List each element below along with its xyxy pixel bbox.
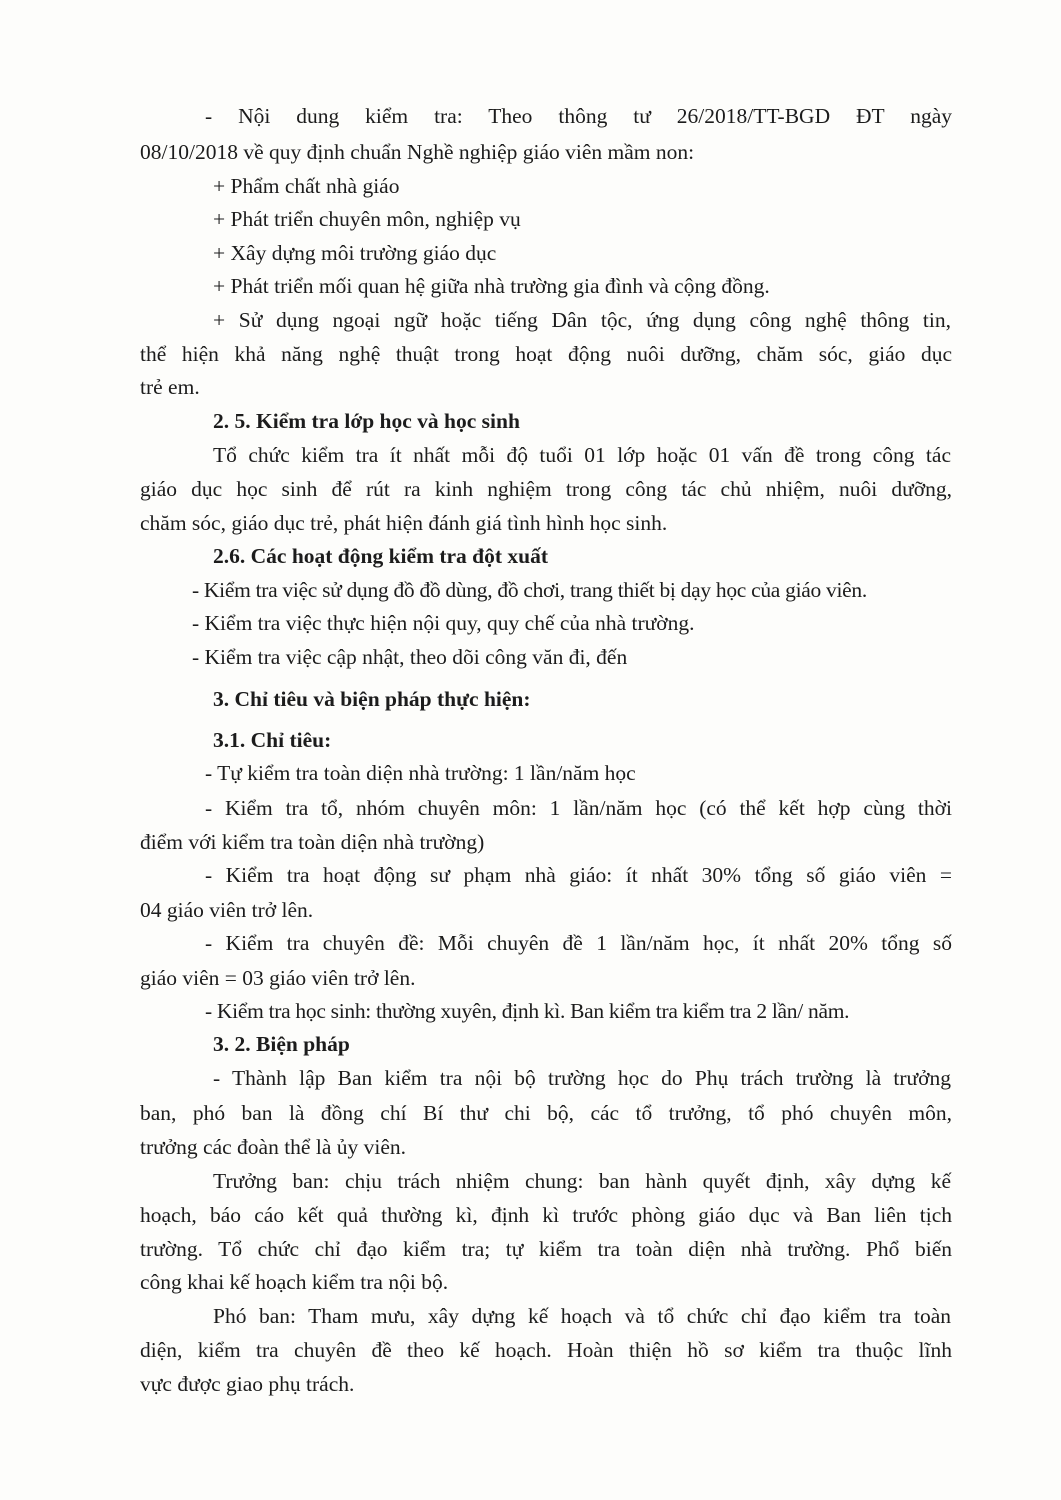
- text-line: + Phát triển mối quan hệ giữa nhà trường gia đình và cộng đồng.: [213, 274, 770, 298]
- text-line: + Phẩm chất nhà giáo: [213, 174, 400, 198]
- text-line: 04 giáo viên trở lên.: [140, 898, 314, 922]
- text-line: vực được giao phụ trách.: [140, 1372, 355, 1396]
- text-line: - Kiểm tra hoạt động sư phạm nhà giáo: ít nhất 30% tổng số giáo viên =: [205, 863, 952, 887]
- text-line: - Kiểm tra học sinh: thường xuyên, định kì. Ban kiểm tra kiểm tra 2 lần/ năm.: [205, 999, 850, 1023]
- text-line: diện, kiểm tra chuyên đề theo kế hoạch. Hoàn thiện hồ sơ kiểm tra thuộc lĩnh: [140, 1338, 952, 1362]
- text-line: trưởng các đoàn thể là ủy viên.: [140, 1135, 406, 1159]
- text-line: ban, phó ban là đồng chí Bí thư chi bộ, các tổ trưởng, tổ phó chuyên môn,: [140, 1101, 952, 1125]
- text-line: + Phát triển chuyên môn, nghiệp vụ: [213, 207, 521, 231]
- text-line: trẻ em.: [140, 375, 200, 399]
- text-line: - Kiểm tra tổ, nhóm chuyên môn: 1 lần/năm học (có thể kết hợp cùng thời: [205, 796, 952, 820]
- section-heading: 3. Chỉ tiêu và biện pháp thực hiện:: [213, 687, 531, 711]
- text-line: - Kiểm tra việc sử dụng đồ đồ dùng, đồ chơi, trang thiết bị dạy học của giáo viên.: [192, 578, 867, 602]
- text-line: - Kiểm tra việc thực hiện nội quy, quy chế của nhà trường.: [192, 611, 695, 635]
- text-line: + Sử dụng ngoại ngữ hoặc tiếng Dân tộc, ứng dụng công nghệ thông tin,: [213, 308, 951, 332]
- text-line: 08/10/2018 về quy định chuẩn Nghề nghiệp giáo viên mầm non:: [140, 140, 695, 164]
- text-line: - Kiểm tra chuyên đề: Mỗi chuyên đề 1 lần/năm học, ít nhất 20% tổng số: [205, 931, 952, 955]
- text-line: trường. Tổ chức chỉ đạo kiểm tra; tự kiểm tra toàn diện nhà trường. Phổ biến: [140, 1237, 952, 1261]
- text-line: Trưởng ban: chịu trách nhiệm chung: ban hành quyết định, xây dựng kế: [213, 1169, 951, 1193]
- text-line: công khai kế hoạch kiểm tra nội bộ.: [140, 1270, 449, 1294]
- text-line: + Xây dựng môi trường giáo dục: [213, 241, 497, 265]
- text-line: - Thành lập Ban kiểm tra nội bộ trường học do Phụ trách trường là trưởng: [213, 1066, 951, 1090]
- section-heading: 2. 5. Kiểm tra lớp học và học sinh: [213, 409, 520, 433]
- section-heading: 2.6. Các hoạt động kiểm tra đột xuất: [213, 544, 549, 568]
- section-heading: 3.1. Chỉ tiêu:: [213, 728, 332, 752]
- text-line: giáo viên = 03 giáo viên trở lên.: [140, 966, 416, 990]
- section-heading: 3. 2. Biện pháp: [213, 1032, 350, 1056]
- text-line: Phó ban: Tham mưu, xây dựng kế hoạch và tổ chức chỉ đạo kiểm tra toàn: [213, 1304, 951, 1328]
- text-line: Tổ chức kiểm tra ít nhất mỗi độ tuổi 01 lớp hoặc 01 vấn đề trong công tác: [213, 443, 951, 467]
- text-line: thể hiện khả năng nghệ thuật trong hoạt động nuôi dưỡng, chăm sóc, giáo dục: [140, 342, 952, 366]
- text-line: - Nội dung kiểm tra: Theo thông tư 26/2018/TT-BGD ĐT ngày: [205, 104, 952, 128]
- text-line: giáo dục học sinh để rút ra kinh nghiệm trong công tác chủ nhiệm, nuôi dưỡng,: [140, 477, 952, 501]
- text-line: - Tự kiểm tra toàn diện nhà trường: 1 lần/năm học: [205, 761, 636, 785]
- text-line: - Kiểm tra việc cập nhật, theo dõi công văn đi, đến: [192, 645, 628, 669]
- text-line: chăm sóc, giáo dục trẻ, phát hiện đánh giá tình hình học sinh.: [140, 511, 668, 535]
- text-line: hoạch, báo cáo kết quả thường kì, định kì trước phòng giáo dục và Ban liên tịch: [140, 1203, 952, 1227]
- text-line: điểm với kiểm tra toàn diện nhà trường): [140, 830, 485, 854]
